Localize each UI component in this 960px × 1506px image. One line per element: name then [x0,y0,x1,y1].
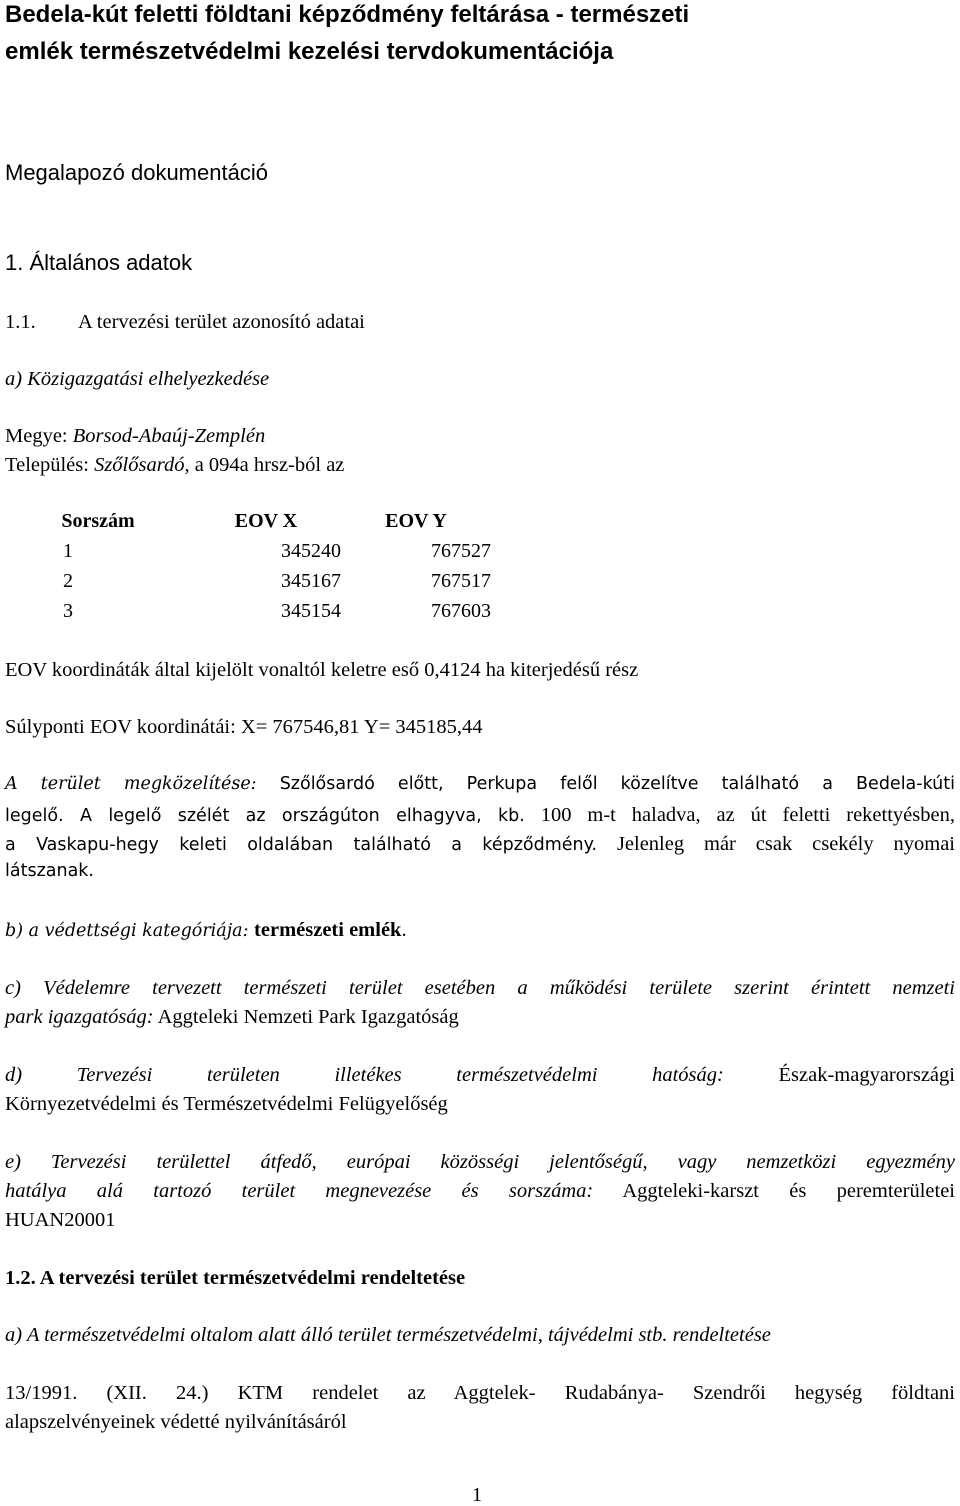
protection-category-end: . [401,919,407,941]
table-row [5,536,491,566]
national-park-line-2 [5,1007,459,1028]
protection-category-value: természeti emlék [254,919,402,941]
telepules-rest: a 094a hrsz-ból az [189,454,345,476]
authority-word-6: hatóság: [652,1064,724,1086]
page-number: 1 [472,1484,482,1506]
title-line-1: Bedela-kút feletti földtani képződmény feltárása - természeti [5,1,690,28]
header-eov-y: EOV Y [385,510,447,532]
eov-area-line: EOV koordináták által kijelölt vonaltól keletre eső 0,4124 ha kiterjedésű rész [5,659,639,681]
national-park-value: Aggteleki Nemzeti Park Igazgatóság [153,1006,459,1028]
approach-line-2a: legelő. [5,806,64,826]
row-1-eov-x: 345240 [281,540,341,562]
row-3-eov-x: 345154 [281,600,341,622]
natura-code: HUAN20001 [5,1209,116,1231]
header-sorszam: Sorszám [61,510,135,532]
authority-value: Észak-magyarországi [778,1064,955,1086]
section-1-1-title: A tervezési terület azonosító adatai [78,311,365,333]
purpose-heading: a) A természetvédelmi oltalom alatt álló terület természetvédelmi, tájvédelmi stb. rendeltetése [5,1324,771,1346]
row-3-sorszam: 3 [63,600,73,622]
approach-line-2c: 100 m-t haladva, az út feletti rekettyésben, [524,804,955,826]
natura-value: Aggteleki-karszt és peremterületei [593,1180,955,1202]
megye-value: Borsod-Abaúj-Zemplén [72,425,266,447]
section-1-heading: 1. Általános adatok [5,250,193,275]
table-row [5,566,491,596]
table-header-row [5,506,491,536]
coordinates-table [5,506,491,626]
approach-line-2 [5,805,955,826]
row-1-sorszam: 1 [63,540,73,562]
approach-line-4: látszanak. [5,861,94,881]
approach-line-1-text: Szőlősardó előtt, Perkupa felől közelítve található a Bedela-kúti [256,774,955,794]
approach-label: A terület megközelítése: [5,774,257,794]
authority-word-5: természetvédelmi [456,1064,598,1086]
row-2-eov-y: 767517 [431,570,491,592]
national-park-line-1: c) Védelemre tervezett természeti terület esetében a működési területe szerint érintett nemzeti [5,977,955,999]
telepules-value: Szőlősardó, [94,454,190,476]
natura-label: hatálya alá tartozó terület megnevezése és sorszáma: [5,1180,594,1202]
approach-line-3 [5,834,955,855]
telepules-label: Település: [5,454,95,476]
title-line-2: emlék természetvédelmi kezelési tervdokumentációja [5,38,614,65]
approach-line-3a: a Vaskapu-hegy keleti oldalában található a képződmény. [5,835,598,855]
megye-line [5,426,265,447]
subtitle: Megalapozó dokumentáció [5,160,268,185]
megye-label: Megye: [5,425,73,447]
row-2-sorszam: 2 [63,570,73,592]
approach-line-1 [5,776,955,794]
authority-line-1 [5,1065,955,1086]
table-row [5,596,491,626]
centroid-line: Súlyponti EOV koordinátái: X= 767546,81 Y= 345185,44 [5,716,483,738]
protection-category-label: b) a védettségi kategóriája: [5,921,255,941]
section-1-1-heading [5,312,365,333]
natura-line-1: e) Tervezési területtel átfedő, európai közösségi jelentőségű, vagy nemzetközi egyezmény [5,1151,955,1173]
approach-line-2b: A legelő szélét az országúton elhagyva, kb. [63,806,525,826]
authority-line-2: Környezetvédelmi és Természetvédelmi Felügyelőség [5,1093,448,1115]
natura-line-2 [5,1181,955,1202]
row-3-eov-y: 767603 [431,600,491,622]
approach-line-3b: Jelenleg már csak csekély nyomai [597,833,955,855]
ktm-line-2: alapszelvényeinek védetté nyilvánításáról [5,1411,347,1433]
national-park-label: park igazgatóság: [5,1006,154,1028]
authority-word-4: illetékes [334,1064,402,1086]
authority-word-3: területen [206,1064,280,1086]
row-1-eov-y: 767527 [431,540,491,562]
admin-location-heading: a) Közigazgatási elhelyezkedése [5,368,270,390]
protection-category-line [5,920,407,941]
row-2-eov-x: 345167 [281,570,341,592]
header-eov-x: EOV X [234,510,298,532]
authority-word-1: d) [5,1064,23,1086]
section-1-2-heading: 1.2. A tervezési terület természetvédelmi rendeltetése [5,1267,466,1289]
authority-word-2: Tervezési [76,1064,153,1086]
section-1-1-number: 1.1. [5,311,36,333]
ktm-line-1: 13/1991. (XII. 24.) KTM rendelet az Aggtelek- Rudabánya- Szendrői hegység földtani [5,1382,955,1404]
telepules-line [5,455,344,476]
